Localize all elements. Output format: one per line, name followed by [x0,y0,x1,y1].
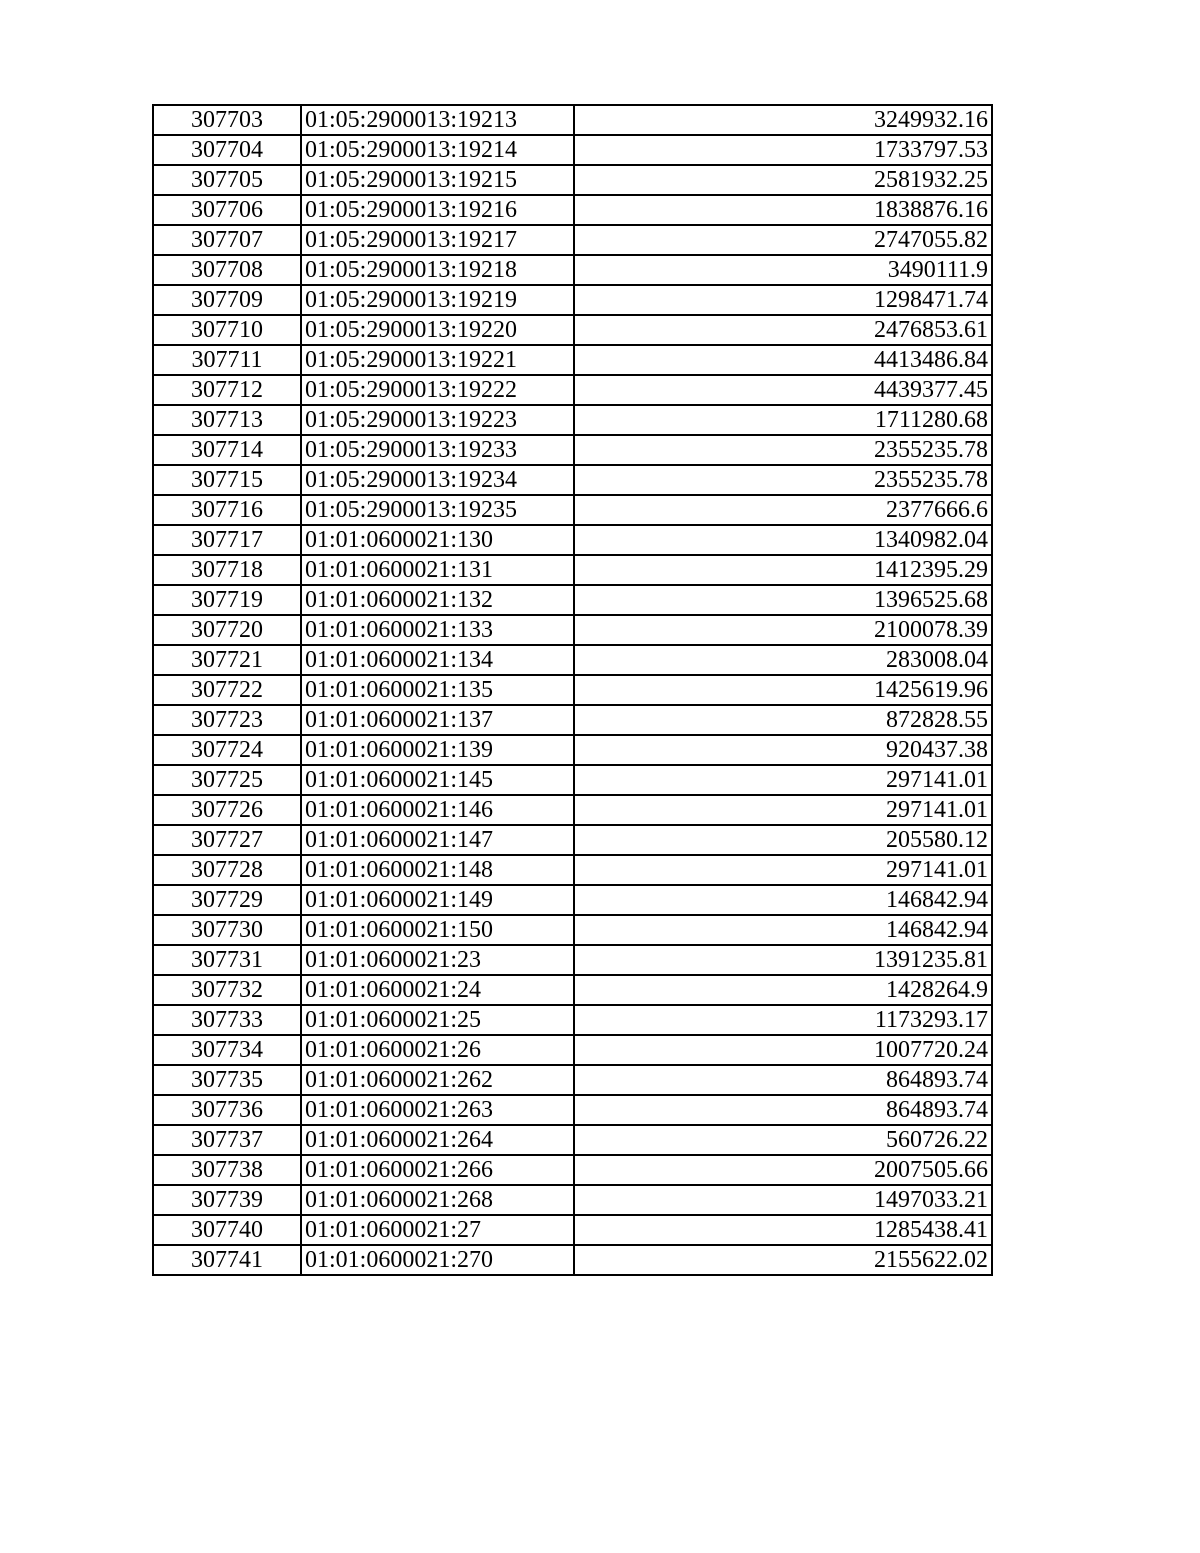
row-number-cell: 307705 [153,165,301,195]
value-cell: 4439377.45 [574,375,992,405]
cadastral-code-cell: 01:05:2900013:19223 [301,405,574,435]
table-row [153,1125,992,1155]
cadastral-code-cell: 01:01:0600021:131 [301,555,574,585]
cadastral-code-cell: 01:05:2900013:19235 [301,495,574,525]
cadastral-code-cell: 01:01:0600021:149 [301,885,574,915]
value-cell: 2007505.66 [574,1155,992,1185]
table-row [153,825,992,855]
row-number-cell: 307722 [153,675,301,705]
value-cell: 1425619.96 [574,675,992,705]
table-row [153,1035,992,1065]
table-row [153,465,992,495]
cadastral-code-cell: 01:05:2900013:19218 [301,255,574,285]
value-cell: 2155622.02 [574,1245,992,1275]
row-number-cell: 307738 [153,1155,301,1185]
table-row [153,195,992,225]
table-row [153,1155,992,1185]
row-number-cell: 307712 [153,375,301,405]
table-row [153,435,992,465]
value-cell: 1285438.41 [574,1215,992,1245]
value-cell: 1173293.17 [574,1005,992,1035]
row-number-cell: 307720 [153,615,301,645]
value-cell: 560726.22 [574,1125,992,1155]
row-number-cell: 307732 [153,975,301,1005]
row-number-cell: 307725 [153,765,301,795]
cadastral-code-cell: 01:01:0600021:262 [301,1065,574,1095]
cadastral-code-cell: 01:05:2900013:19217 [301,225,574,255]
cadastral-code-cell: 01:01:0600021:145 [301,765,574,795]
table-row [153,915,992,945]
cadastral-code-cell: 01:05:2900013:19219 [301,285,574,315]
cadastral-code-cell: 01:05:2900013:19222 [301,375,574,405]
value-cell: 864893.74 [574,1065,992,1095]
value-cell: 1428264.9 [574,975,992,1005]
table-row [153,225,992,255]
row-number-cell: 307707 [153,225,301,255]
value-cell: 1340982.04 [574,525,992,555]
table-row [153,495,992,525]
cadastral-code-cell: 01:05:2900013:19233 [301,435,574,465]
value-cell: 1298471.74 [574,285,992,315]
row-number-cell: 307709 [153,285,301,315]
row-number-cell: 307715 [153,465,301,495]
row-number-cell: 307716 [153,495,301,525]
cadastral-code-cell: 01:01:0600021:263 [301,1095,574,1125]
cadastral-code-cell: 01:01:0600021:264 [301,1125,574,1155]
row-number-cell: 307740 [153,1215,301,1245]
cadastral-code-cell: 01:01:0600021:147 [301,825,574,855]
data-table [152,104,993,1276]
value-cell: 1391235.81 [574,945,992,975]
table-row [153,1065,992,1095]
cadastral-code-cell: 01:01:0600021:135 [301,675,574,705]
row-number-cell: 307711 [153,345,301,375]
row-number-cell: 307733 [153,1005,301,1035]
value-cell: 283008.04 [574,645,992,675]
table-row [153,135,992,165]
row-number-cell: 307706 [153,195,301,225]
cadastral-code-cell: 01:01:0600021:134 [301,645,574,675]
cadastral-code-cell: 01:01:0600021:150 [301,915,574,945]
row-number-cell: 307721 [153,645,301,675]
table-row [153,735,992,765]
cadastral-code-cell: 01:05:2900013:19234 [301,465,574,495]
table-row [153,1215,992,1245]
table-row [153,555,992,585]
row-number-cell: 307710 [153,315,301,345]
value-cell: 205580.12 [574,825,992,855]
value-cell: 2476853.61 [574,315,992,345]
value-cell: 1007720.24 [574,1035,992,1065]
value-cell: 864893.74 [574,1095,992,1125]
value-cell: 1412395.29 [574,555,992,585]
table-row [153,1095,992,1125]
table-row [153,885,992,915]
row-number-cell: 307717 [153,525,301,555]
cadastral-code-cell: 01:05:2900013:19221 [301,345,574,375]
table-row [153,405,992,435]
cadastral-code-cell: 01:01:0600021:26 [301,1035,574,1065]
table-row [153,1185,992,1215]
table-row [153,1245,992,1275]
row-number-cell: 307737 [153,1125,301,1155]
value-cell: 2377666.6 [574,495,992,525]
value-cell: 4413486.84 [574,345,992,375]
cadastral-code-cell: 01:01:0600021:266 [301,1155,574,1185]
cadastral-code-cell: 01:01:0600021:23 [301,945,574,975]
table-row [153,795,992,825]
cadastral-code-cell: 01:01:0600021:132 [301,585,574,615]
table-row [153,645,992,675]
table-body [153,105,992,1275]
cadastral-code-cell: 01:05:2900013:19213 [301,105,574,135]
cadastral-code-cell: 01:01:0600021:268 [301,1185,574,1215]
table-row [153,255,992,285]
value-cell: 2581932.25 [574,165,992,195]
value-cell: 872828.55 [574,705,992,735]
row-number-cell: 307719 [153,585,301,615]
cadastral-code-cell: 01:01:0600021:148 [301,855,574,885]
table-row [153,315,992,345]
cadastral-code-cell: 01:01:0600021:130 [301,525,574,555]
value-cell: 146842.94 [574,885,992,915]
row-number-cell: 307739 [153,1185,301,1215]
row-number-cell: 307727 [153,825,301,855]
value-cell: 1396525.68 [574,585,992,615]
value-cell: 2355235.78 [574,435,992,465]
table-row [153,705,992,735]
row-number-cell: 307731 [153,945,301,975]
table-row [153,165,992,195]
table-row [153,975,992,1005]
value-cell: 1733797.53 [574,135,992,165]
row-number-cell: 307728 [153,855,301,885]
table-row [153,285,992,315]
table-row [153,945,992,975]
row-number-cell: 307726 [153,795,301,825]
value-cell: 1838876.16 [574,195,992,225]
table-row [153,675,992,705]
value-cell: 2100078.39 [574,615,992,645]
table-row [153,375,992,405]
table-row [153,765,992,795]
table-row [153,1005,992,1035]
row-number-cell: 307723 [153,705,301,735]
value-cell: 297141.01 [574,765,992,795]
cadastral-code-cell: 01:01:0600021:139 [301,735,574,765]
row-number-cell: 307730 [153,915,301,945]
cadastral-code-cell: 01:01:0600021:270 [301,1245,574,1275]
cadastral-code-cell: 01:05:2900013:19214 [301,135,574,165]
value-cell: 1497033.21 [574,1185,992,1215]
cadastral-code-cell: 01:01:0600021:146 [301,795,574,825]
cadastral-code-cell: 01:01:0600021:25 [301,1005,574,1035]
cadastral-code-cell: 01:01:0600021:24 [301,975,574,1005]
row-number-cell: 307718 [153,555,301,585]
row-number-cell: 307708 [153,255,301,285]
cadastral-code-cell: 01:05:2900013:19216 [301,195,574,225]
row-number-cell: 307741 [153,1245,301,1275]
value-cell: 3490111.9 [574,255,992,285]
table-row [153,525,992,555]
table-row [153,855,992,885]
row-number-cell: 307735 [153,1065,301,1095]
value-cell: 297141.01 [574,855,992,885]
table-row [153,345,992,375]
row-number-cell: 307713 [153,405,301,435]
value-cell: 146842.94 [574,915,992,945]
value-cell: 2747055.82 [574,225,992,255]
table-row [153,105,992,135]
cadastral-code-cell: 01:05:2900013:19220 [301,315,574,345]
row-number-cell: 307734 [153,1035,301,1065]
row-number-cell: 307736 [153,1095,301,1125]
row-number-cell: 307729 [153,885,301,915]
cadastral-code-cell: 01:01:0600021:137 [301,705,574,735]
row-number-cell: 307704 [153,135,301,165]
cadastral-code-cell: 01:01:0600021:27 [301,1215,574,1245]
cadastral-code-cell: 01:01:0600021:133 [301,615,574,645]
row-number-cell: 307703 [153,105,301,135]
value-cell: 297141.01 [574,795,992,825]
table-row [153,615,992,645]
row-number-cell: 307724 [153,735,301,765]
value-cell: 2355235.78 [574,465,992,495]
table-row [153,585,992,615]
cadastral-code-cell: 01:05:2900013:19215 [301,165,574,195]
value-cell: 3249932.16 [574,105,992,135]
value-cell: 920437.38 [574,735,992,765]
value-cell: 1711280.68 [574,405,992,435]
row-number-cell: 307714 [153,435,301,465]
